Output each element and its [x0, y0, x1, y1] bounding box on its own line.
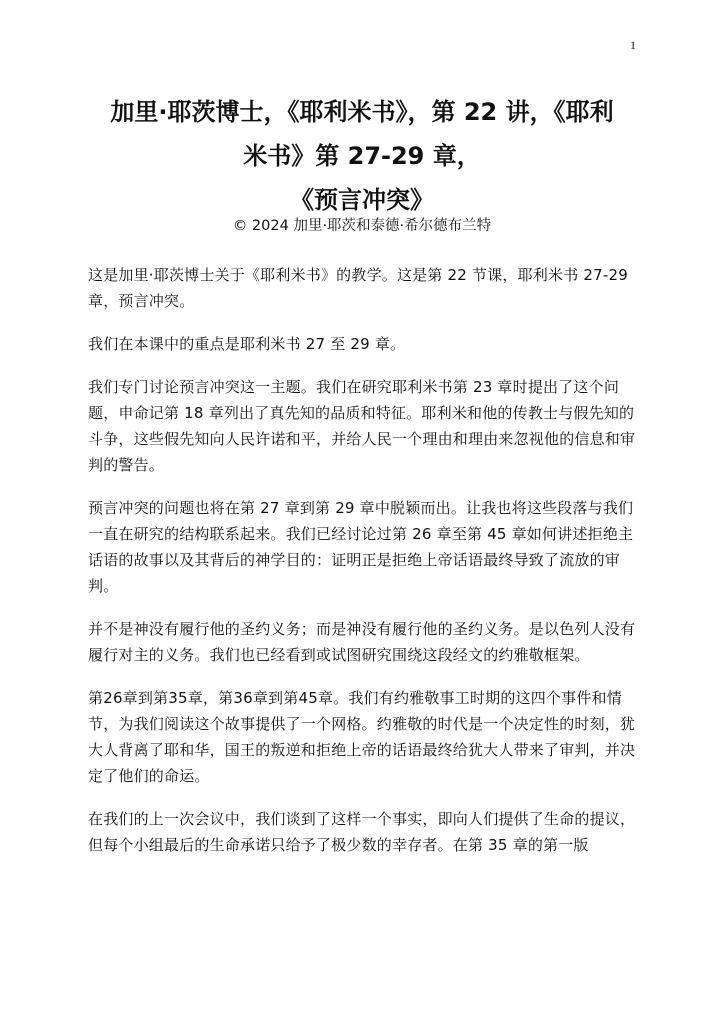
paragraph-4: 预言冲突的问题也将在第 27 章到第 29 章中脱颖而出。让我也将这些段落与我们一直在研究的结构联系起来。我们已经讨论过第 26 章至第 45 章如何讲述拒绝主话语的故事以及其背后的神学目的：证明正是拒绝上帝话语最终导致了流放的审判。: [88, 499, 634, 595]
paragraph-2: 我们在本课中的重点是耶利米书 27 至 29 章。: [88, 335, 406, 353]
paragraph-1: 这是加里·耶茨博士关于《耶利米书》的教学。这是第 22 节课，耶利米书 27-29 章，预言冲突。: [88, 266, 628, 310]
body-text: [88, 262, 636, 875]
page-number: 1: [630, 38, 636, 52]
paragraph-7: 在我们的上一次会议中，我们谈到了这样一个事实，即向人们提供了生命的提议，但每个小组最后的生命承诺只给予了极少数的幸存者。在第 35 章的第一版: [88, 810, 636, 854]
page-title: [88, 90, 636, 222]
paragraph-6: 第26章到第35章，第36章到第45章。我们有约雅敬事工时期的这四个事件和情节，为我们阅读这个故事提供了一个网格。约雅敬的时代是一个决定性的时刻，犹大人背离了耶和华，国王的叛逆和拒绝上帝的话语最终给犹大人带来了审判，并决定了他们的命运。: [88, 689, 636, 785]
paragraph-3: 我们专门讨论预言冲突这一主题。我们在研究耶利米书第 23 章时提出了这个问题，申命记第 18 章列出了真先知的品质和特征。耶利米和他的传教士与假先知的斗争，这些假先知向人民许诺和平，并给人民一个理由和理由来忽视他的信息和审判的警告。: [88, 378, 636, 474]
title-line-2: 米书》第 27-29 章，: [243, 142, 481, 170]
copyright-line: © 2024 加里·耶茨和泰德·希尔德布兰特: [232, 218, 492, 234]
paragraph-5: 并不是神没有履行他的圣约义务；而是神没有履行他的圣约义务。是以色列人没有履行对主的义务。我们也已经看到或试图研究围绕这段经文的约雅敬框架。: [88, 620, 636, 664]
title-line-3: 《预言冲突》: [290, 186, 434, 214]
title-line-1: 加里·耶茨博士，《耶利米书》，第 22 讲，《耶利: [110, 98, 614, 126]
